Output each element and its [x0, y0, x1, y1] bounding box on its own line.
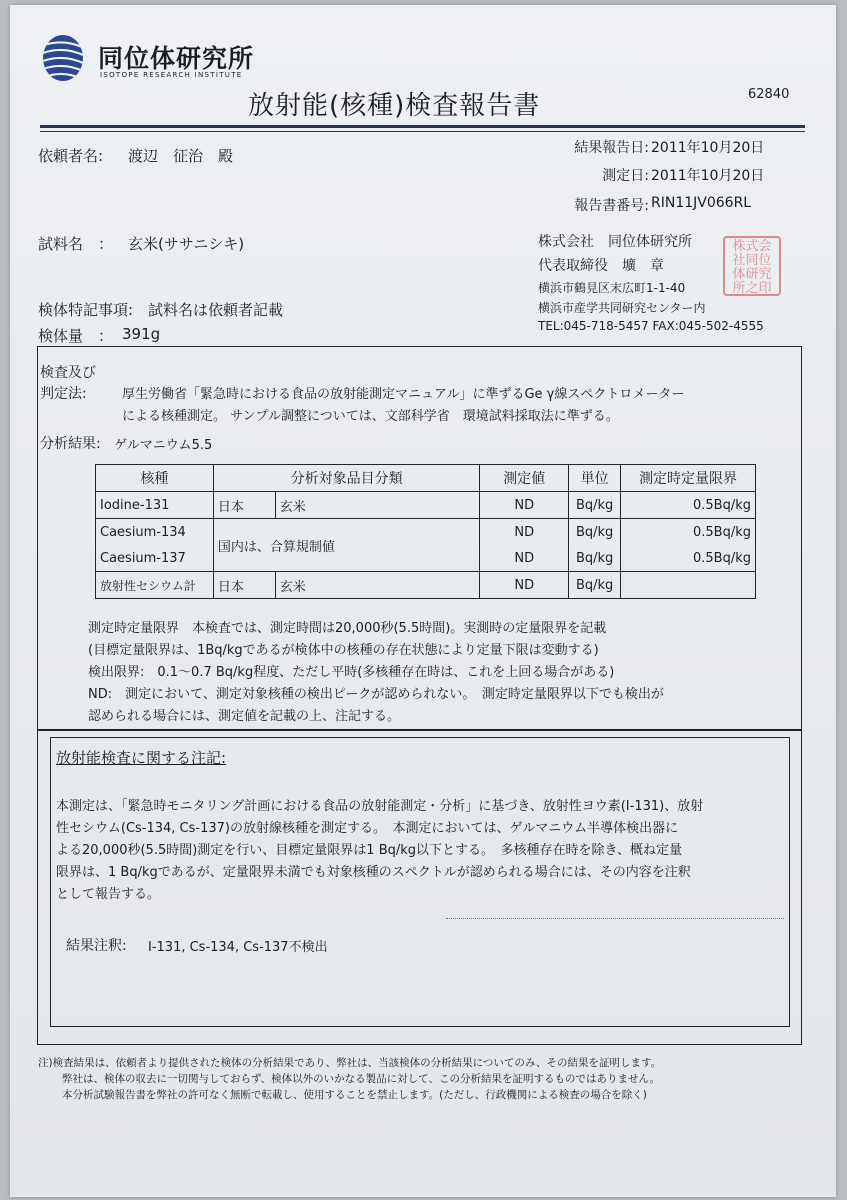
table-row — [96, 519, 756, 546]
analysis-label: 分析結果: — [40, 436, 101, 452]
result-date: 2011年10月20日 — [651, 140, 765, 156]
remarks-paragraph-1: 本測定は、「緊急時モニタリング計画における食品の放射能測定・分析」に基づき、放射性ヨウ素(I-131)、放射 — [56, 799, 704, 814]
seal-glyph: 社 — [732, 253, 746, 268]
title-rule — [40, 125, 805, 128]
remarks-paragraph-2: 性セシウム(Cs-134, Cs-137)の放射線核種を測定する。 本測定においては、ゲルマニウム半導体検出器に — [56, 821, 679, 836]
seal-glyph: 究 — [758, 267, 772, 282]
sample-amount: 391g — [122, 325, 161, 343]
table-row — [96, 572, 756, 599]
measure-date-label: 測定日: — [602, 168, 649, 184]
document-number: 62840 — [748, 87, 790, 102]
report-page — [10, 5, 836, 1197]
issuer-company: 株式会社 同位体研究所 — [538, 234, 692, 250]
note-line-3: 検出限界: 0.1～0.7 Bq/kg程度、ただし平時(多核種存在時は、これを上回る場合がある) — [88, 665, 615, 680]
value-cell: ND — [480, 492, 569, 519]
result-note: I-131, Cs-134, Cs-137不検出 — [148, 940, 328, 955]
remarks-heading: 放射能検査に関する注記: — [56, 749, 227, 767]
globe-logo-icon — [42, 33, 84, 83]
nuclide-cell: Caesium-137 — [96, 545, 214, 572]
col-header-category: 分析対象品目分類 — [213, 465, 479, 492]
seal-glyph: 之 — [745, 281, 759, 296]
remarks-paragraph-3: よる20,000秒(5.5時間)測定を行い、目標定量限界は1 Bq/kg以下とする。 多核種存在時を除き、概ね定量 — [56, 843, 683, 858]
issuer-phone: TEL:045-718-5457 FAX:045-502-4555 — [538, 319, 764, 333]
nuclide-cell: 放射性セシウム計 — [96, 572, 214, 599]
sample-name: 玄米(ササニシキ) — [128, 235, 245, 253]
page-title: 放射能(核種)検査報告書 — [248, 91, 541, 121]
seal-glyph: 式 — [745, 239, 759, 254]
footer-note-2: 弊社は、検体の収去に一切関与しておらず、検体以外のいかなる製品に対して、この分析結果を証明するものではありません。 — [62, 1073, 661, 1085]
nuclide-cell: Caesium-134 — [96, 519, 214, 546]
report-number: RIN11JV066RL — [651, 195, 752, 211]
seal-glyph: 印 — [758, 281, 772, 296]
limit-cell: 0.5Bq/kg — [621, 545, 756, 572]
unit-cell: Bq/kg — [569, 572, 621, 599]
result-note-label: 結果注釈: — [66, 938, 127, 954]
company-logo-name: 同位体研究所 — [98, 44, 255, 73]
category-country-cell: 日本 — [213, 572, 275, 599]
seal-glyph: 会 — [758, 239, 772, 254]
value-cell: ND — [480, 572, 569, 599]
remarks-paragraph-4: 限界は、1 Bq/kgであるが、定量限界未満でも対象核種のスペクトルが認められる場合には、その内容を注釈 — [56, 865, 691, 880]
footer-note-1: 注)検査結果は、依頼者より提供された検体の分析結果であり、弊社は、当該検体の分析結果についてのみ、その結果を証明します。 — [38, 1057, 662, 1069]
col-header-limit: 測定時定量限界 — [621, 465, 756, 492]
table-row — [96, 492, 756, 519]
seal-glyph: 体 — [732, 267, 746, 282]
sample-name-label: 試料名 ： — [38, 235, 114, 253]
unit-cell: Bq/kg — [569, 519, 621, 546]
note-line-5: 認められる場合には、測定値を記載の上、注記する。 — [88, 709, 401, 724]
seal-glyph: 研 — [745, 267, 759, 282]
category-country-cell: 日本 — [213, 492, 275, 519]
client-label: 依頼者名: — [38, 147, 104, 165]
result-date-label: 結果報告日: — [574, 140, 649, 156]
limit-cell: 0.5Bq/kg — [621, 492, 756, 519]
unit-cell: Bq/kg — [569, 492, 621, 519]
divider — [446, 918, 784, 919]
unit-cell: Bq/kg — [569, 545, 621, 572]
client-name: 渡辺 征治 殿 — [128, 147, 234, 165]
note-line-4: ND: 測定において、測定対象核種の検出ピークが認められない。 測定時定量限界以下でも検出が — [88, 687, 664, 702]
limit-cell — [621, 572, 756, 599]
sample-notes-label: 検体特記事項: — [38, 301, 134, 319]
remarks-paragraph-5: として報告する。 — [56, 887, 161, 902]
category-item-cell: 玄米 — [275, 572, 480, 599]
method-label-line2: 判定法: — [40, 386, 87, 402]
results-table — [95, 464, 756, 599]
note-line-2: (目標定量限界は、1Bq/kgであるが検体中の核種の存在状態により定量下限は変動する) — [88, 643, 599, 658]
company-seal-stamp — [723, 236, 781, 296]
remarks-box — [50, 737, 790, 1027]
analysis-method: ゲルマニウム5.5 — [114, 438, 213, 453]
issuer-representative: 代表取締役 壙 章 — [538, 258, 664, 274]
limit-cell: 0.5Bq/kg — [621, 519, 756, 546]
category-item-cell: 玄米 — [275, 492, 480, 519]
note-line-1: 測定時定量限界 本検査では、測定時間は20,000秒(5.5時間)。実測時の定量限界を記載 — [88, 621, 607, 636]
seal-glyph: 位 — [758, 253, 772, 268]
measure-date: 2011年10月20日 — [651, 168, 765, 184]
footer-note-3: 本分析試験報告書を弊社の許可なく無断で転載し、使用することを禁止します。(ただし、行政機関による検査の場合を除く) — [62, 1089, 647, 1101]
category-merged-cell: 国内は、合算規制値 — [213, 519, 479, 572]
issuer-address-1: 横浜市鶴見区末広町1-1-40 — [538, 281, 686, 295]
col-header-value: 測定値 — [480, 465, 569, 492]
nuclide-cell: Iodine-131 — [96, 492, 214, 519]
sample-amount-label: 検体量 ： — [38, 327, 114, 345]
title-rule-thin — [40, 131, 805, 132]
value-cell: ND — [480, 545, 569, 572]
seal-glyph: 同 — [745, 253, 759, 268]
seal-glyph: 株 — [732, 239, 746, 254]
table-header-row — [96, 465, 756, 492]
company-logo-subtitle: ISOTOPE RESEARCH INSTITUTE — [100, 71, 243, 79]
col-header-nuclide: 核種 — [96, 465, 214, 492]
seal-glyph: 所 — [732, 281, 746, 296]
method-text-1: 厚生労働省「緊急時における食品の放射能測定マニュアル」に準ずるGe γ線スペクトロメーター — [122, 387, 685, 402]
sample-notes: 試料名は依頼者記載 — [148, 301, 284, 319]
method-label-line1: 検査及び — [40, 365, 96, 381]
method-text-2: による核種測定。 サンプル調整については、文部科学省 環境試料採取法に準ずる。 — [122, 409, 619, 424]
issuer-address-2: 横浜市産学共同研究センター内 — [538, 301, 706, 315]
report-number-label: 報告書番号: — [574, 198, 649, 214]
value-cell: ND — [480, 519, 569, 546]
col-header-unit: 単位 — [569, 465, 621, 492]
